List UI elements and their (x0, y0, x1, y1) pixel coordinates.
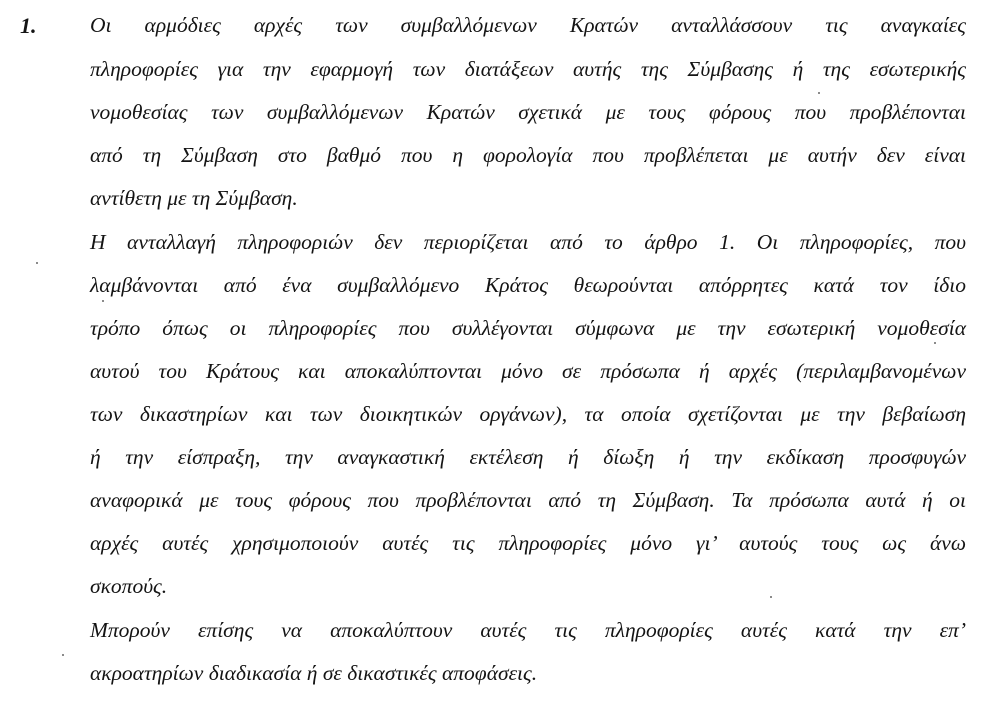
paragraph-1-line-1: Οι αρμόδιες αρχές των συμβαλλόμενων Κρατών ανταλλάσσουν τις αναγκαίες (90, 13, 966, 37)
paragraph-1-line-3: νομοθεσίας των συμβαλλόμενων Κρατών σχετικά με τους φόρους που προβλέπονται (90, 100, 966, 124)
paragraph-2-line-5: των δικαστηρίων και των διοικητικών οργάνων), τα οποία σχετίζονται με την βεβαίωση (90, 402, 966, 426)
scan-speck (102, 300, 104, 302)
paragraph-2-line-9: σκοπούς. (90, 574, 168, 598)
scan-speck (818, 92, 820, 94)
paragraph-2-line-2: λαμβάνονται από ένα συμβαλλόμενο Κράτος θεωρούνται απόρρητες κατά τον ίδιο (90, 273, 966, 297)
scan-speck (62, 654, 64, 656)
paragraph-2-line-3: τρόπο όπως οι πληροφορίες που συλλέγονται σύμφωνα με την εσωτερική νομοθεσία (90, 316, 966, 340)
scan-speck (36, 262, 38, 264)
item-number: 1. (20, 13, 37, 38)
paragraph-3-line-2: ακροατηρίων διαδικασία ή σε δικαστικές αποφάσεις. (90, 661, 538, 685)
paragraph-1-line-2: πληροφορίες για την εφαρμογή των διατάξεων αυτής της Σύμβασης ή της εσωτερικής (90, 57, 966, 81)
paragraph-2-line-7: αναφορικά με τους φόρους που προβλέπονται από τη Σύμβαση. Τα πρόσωπα αυτά ή οι (90, 488, 966, 512)
paragraph-3-line-1: Μπορούν επίσης να αποκαλύπτουν αυτές τις πληροφορίες αυτές κατά την επ’ (90, 618, 966, 642)
paragraph-2-line-4: αυτού του Κράτους και αποκαλύπτονται μόνο σε πρόσωπα ή αρχές (περιλαμβανομένων (90, 359, 966, 383)
scan-speck (934, 342, 936, 344)
paragraph-1-line-5: αντίθετη με τη Σύμβαση. (90, 186, 298, 210)
scan-speck (770, 596, 772, 598)
paragraph-2-line-6: ή την είσπραξη, την αναγκαστική εκτέλεση ή δίωξη ή την εκδίκαση προσφυγών (90, 445, 966, 469)
paragraph-1-line-4: από τη Σύμβαση στο βαθμό που η φορολογία που προβλέπεται με αυτήν δεν είναι (90, 143, 966, 167)
paragraph-2-line-8: αρχές αυτές χρησιμοποιούν αυτές τις πληροφορίες μόνο γι’ αυτούς τους ως άνω (90, 531, 966, 555)
paragraph-2-line-1: Η ανταλλαγή πληροφοριών δεν περιορίζεται από το άρθρο 1. Οι πληροφορίες, που (90, 230, 966, 254)
